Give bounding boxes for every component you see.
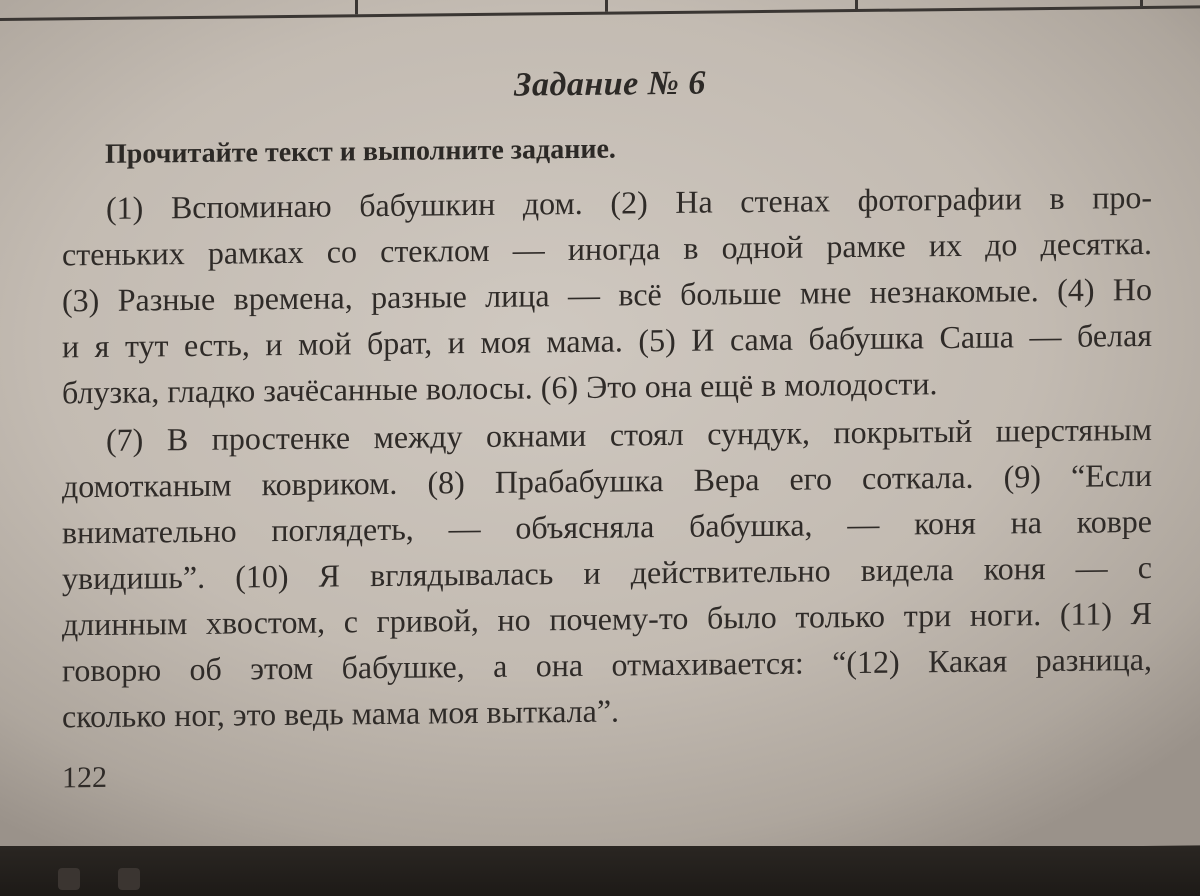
text-line: стеньких рамках со стеклом — иногда в одной рамке их до десятка. <box>62 224 1152 273</box>
page-edge-shadow <box>0 846 1200 896</box>
text-line: увидишь”. (10) Я вглядывалась и действительно видела коня — с <box>62 548 1152 597</box>
table-divider <box>855 0 858 9</box>
page-number: 122 <box>62 760 107 795</box>
text-paragraph-2 <box>62 406 1152 739</box>
text-line: (1) Вспоминаю бабушкин дом. (2) На стенах фотографии в про- <box>106 178 1152 226</box>
text-line: говорю об этом бабушке, а она отмахивается: “(12) Какая разница, <box>62 640 1152 689</box>
task-heading: Задание № 6 <box>514 64 706 104</box>
text-line: блузка, гладко зачёсанные волосы. (6) Это она ещё в молодости. <box>62 365 938 411</box>
text-line: домотканым ковриком. (8) Прабабушка Вера его соткала. (9) “Если <box>62 456 1152 505</box>
table-divider <box>1140 0 1143 6</box>
table-divider <box>605 0 608 12</box>
table-border-fragment <box>0 0 1200 21</box>
background-mark <box>118 868 140 890</box>
text-line: (7) В простенке между окнами стоял сундук, покрытый шерстяным <box>106 410 1152 458</box>
background-mark <box>58 868 80 890</box>
text-line: внимательно поглядеть, — объясняла бабушка, — коня на ковре <box>62 502 1152 551</box>
text-line: сколько ног, это ведь мама моя выткала”. <box>62 692 620 735</box>
table-divider <box>355 0 358 14</box>
task-instruction: Прочитайте текст и выполните задание. <box>105 133 616 170</box>
text-line: и я тут есть, и мой брат, и моя мама. (5) И сама бабушка Саша — белая <box>62 316 1152 365</box>
text-line: длинным хвостом, с гривой, но почему-то было только три ноги. (11) Я <box>62 594 1152 643</box>
text-line: (3) Разные времена, разные лица — всё больше мне незнакомые. (4) Но <box>62 270 1152 319</box>
text-paragraph-1 <box>62 174 1152 415</box>
